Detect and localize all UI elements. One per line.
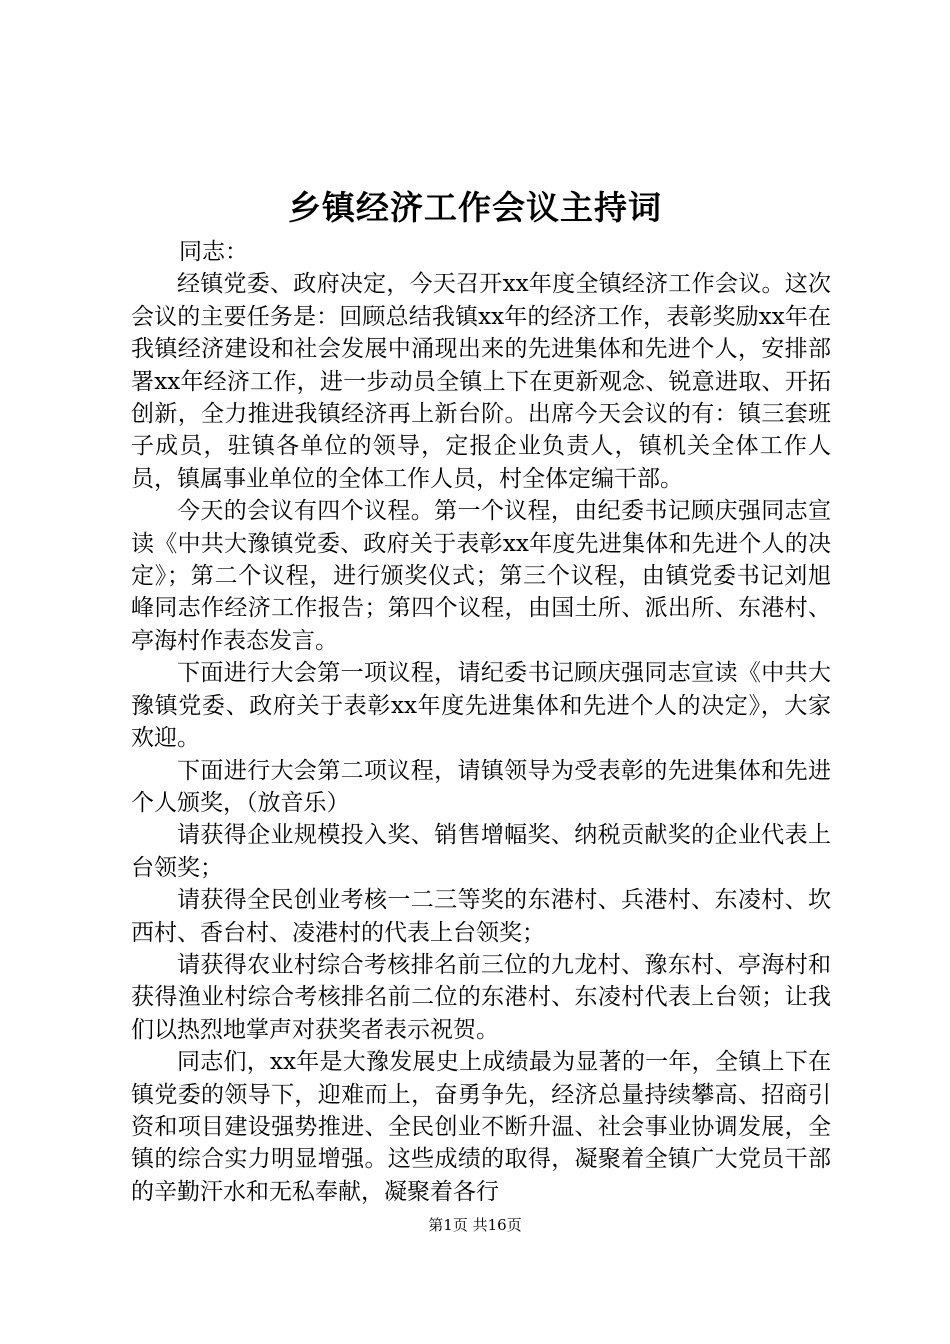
paragraph-item-one: 下面进行大会第一项议程，请纪委书记顾庆强同志宣读《中共大豫镇党委、政府关于表彰xx年度先进集体和先进个人的决定》，大家欢迎。: [131, 660, 831, 752]
paragraph-award-entrepreneurship: 请获得全民创业考核一二三等奖的东港村、兵港村、东凌村、坎西村、香台村、凌港村的代表上台领奖；: [131, 887, 831, 946]
paragraph-item-two: 下面进行大会第二项议程，请镇领导为受表彰的先进集体和先进个人颁奖，（放音乐）: [131, 757, 831, 816]
paragraph-opening: 经镇党委、政府决定，今天召开xx年度全镇经济工作会议。这次会议的主要任务是：回顾总结我镇xx年的经济工作，表彰奖励xx年在我镇经济建设和社会发展中涌现出来的先进集体和先进个人，安排部署xx年经济工作，进一步动员全镇上下在更新观念、锐意进取、开拓创新，全力推进我镇经济再上新台阶。出席今天会议的有：镇三套班子成员，驻镇各单位的领导，定报企业负责人，镇机关全体工作人员，镇属事业单位的全体工作人员，村全体定编干部。: [131, 271, 831, 492]
document-title: 乡镇经济工作会议主持词: [288, 188, 662, 227]
paragraph-achievements: 同志们，xx年是大豫发展史上成绩最为显著的一年，全镇上下在镇党委的领导下，迎难而上，奋勇争先，经济总量持续攀高、招商引资和项目建设强势推进、全民创业不断升温、社会事业协调发展，全镇的综合实力明显增强。这些成绩的取得，凝聚着全镇广大党员干部的辛勤汗水和无私奉献，凝聚着各行: [131, 1049, 831, 1205]
document-body: [131, 236, 831, 1208]
paragraph-agenda: 今天的会议有四个议程。第一个议程，由纪委书记顾庆强同志宣读《中共大豫镇党委、政府关于表彰xx年度先进集体和先进个人的决定》；第二个议程，进行颁奖仪式；第三个议程，由镇党委书记刘旭峰同志作经济工作报告；第四个议程，由国土所、派出所、东港村、亭海村作表态发言。: [131, 498, 831, 654]
page-number-footer: 第1页 共16页: [428, 1216, 522, 1234]
paragraph-award-villages: 请获得农业村综合考核排名前三位的九龙村、豫东村、亭海村和获得渔业村综合考核排名前二位的东港村、东凌村代表上台领；让我们以热烈地掌声对获奖者表示祝贺。: [131, 951, 831, 1043]
paragraph-award-enterprise: 请获得企业规模投入奖、销售增幅奖、纳税贡献奖的企业代表上台领奖；: [131, 822, 831, 881]
paragraph-salutation: 同志：: [179, 239, 248, 265]
